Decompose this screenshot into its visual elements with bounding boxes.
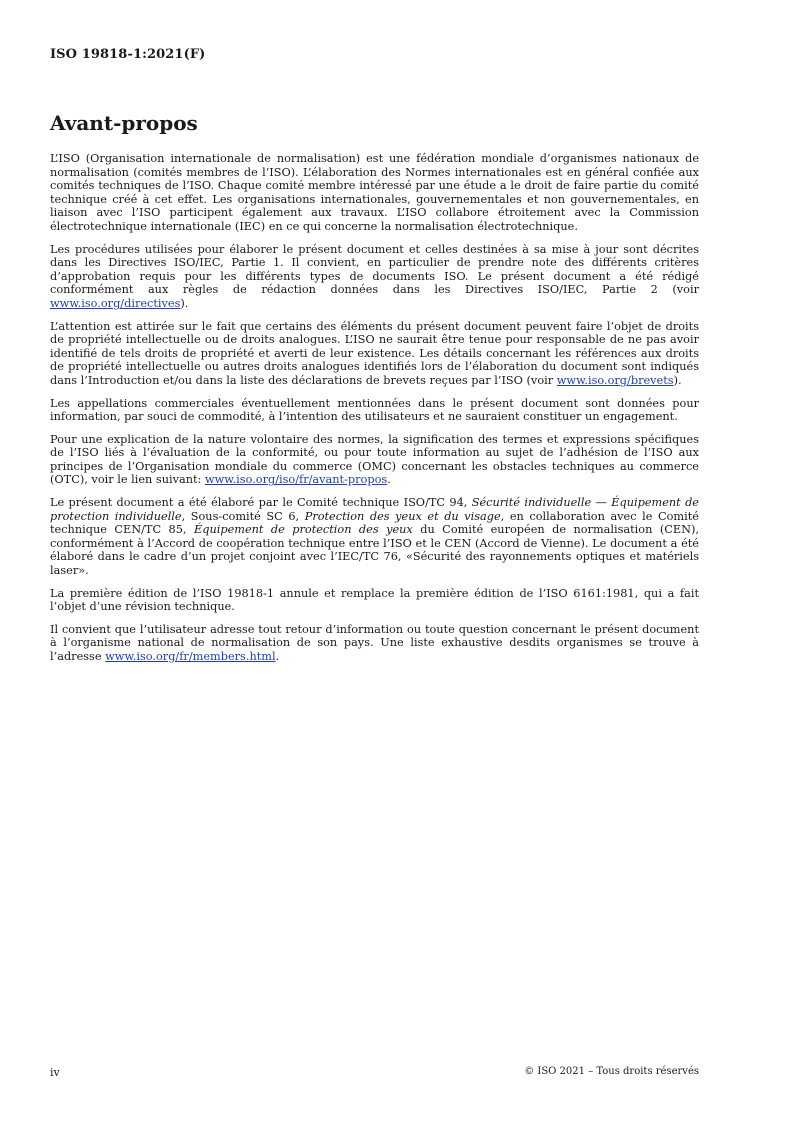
members-link[interactable]: www.iso.org/fr/members.html: [105, 650, 276, 663]
paragraph-procedures: [50, 243, 699, 311]
copyright-notice: © ISO 2021 – Tous droits réservés: [524, 1066, 699, 1077]
paragraph-feedback: [50, 623, 699, 664]
paragraph-edition: [50, 587, 699, 614]
foreword-link[interactable]: www.iso.org/iso/fr/avant-propos: [204, 473, 388, 487]
committee-title-italic: Sécurité individuelle — Équipement de protection individuelle: [50, 496, 699, 523]
paragraph-text-end: .: [387, 473, 391, 487]
paragraph-text: du Comité européen de normalisation (CEN), conformément à l’Accord de coopération technique entre l’ISO et le CEN (Accord de Vienne). Le document a été élaboré dans le cadre d’un projet conjoint avec l’IEC/TC 76, «Sécurité des rayonnements optiques et matériels laser».: [50, 523, 699, 578]
paragraph-text: Les appellations commerciales éventuellement mentionnées dans le présent document sont données pour information, par souci de commodité, à l’intention des utilisateurs et ne sauraient constituer un engagement.: [50, 396, 699, 424]
paragraph-iso-organisation: [50, 152, 699, 234]
paragraph-trade-names: [50, 397, 699, 424]
subcommittee-title-italic: Protection des yeux et du visage: [304, 509, 501, 523]
paragraph-text: L’attention est attirée sur le fait que certains des éléments du présent document peuvent faire l’objet de droits de propriété intellectuelle ou de droits analogues. L’ISO ne saurait être tenue pour responsable de ne pas avoir identifié de tels droits de propriété et averti de leur existence. Les détails concernant les références aux droits de propriété intellectuelle ou autres droits analogues identifiés lors de l’élaboration du document sont indiqués dans l’Introduction et/ou dans la liste des déclarations de brevets reçues par l’ISO (voir: [50, 319, 699, 387]
patents-link[interactable]: www.iso.org/brevets: [556, 373, 674, 387]
document-body: [50, 152, 699, 673]
paragraph-text-end: .: [275, 650, 280, 663]
document-id-header: ISO 19818-1:2021(F): [50, 47, 206, 62]
paragraph-voluntary-standards: [50, 433, 699, 487]
paragraph-text: , en collaboration avec le Comité technique CEN/TC 85,: [50, 509, 699, 537]
paragraph-text: L’ISO (Organisation internationale de normalisation) est une fédération mondiale d’organismes nationaux de normalisation (comités membres de l’ISO). L’élaboration des Normes internationales est en général confiée aux comités techniques de l’ISO. Chaque comité membre intéressé par une étude a le droit de faire partie du comité technique créé à cet effet. Les organisations internationales, gouvernementales et non gouvernementales, en liaison avec l’ISO participent également aux travaux. L’ISO collabore étroitement avec la Commission électrotechnique internationale (IEC) en ce qui concerne la normalisation électrotechnique.: [50, 152, 699, 233]
paragraph-text: Le présent document a été élaboré par le Comité technique ISO/TC 94,: [50, 496, 472, 510]
paragraph-text: , Sous-comité SC 6,: [181, 509, 305, 523]
page-title: Avant-propos: [50, 111, 198, 135]
cen-committee-title-italic: Équipement de protection des yeux: [193, 523, 413, 537]
paragraph-text: Les procédures utilisées pour élaborer le présent document et celles destinées à sa mise à jour sont décrites dans les Directives ISO/IEC, Partie 1. Il convient, en particulier de prendre note des différents critères d’approbation requis pour les différents types de documents ISO. Le présent document a été rédigé conformément aux règles de rédaction données dans les Directives ISO/IEC, Partie 2 (voir: [50, 242, 699, 297]
paragraph-text: Pour une explication de la nature volontaire des normes, la signification des termes et expressions spécifiques de l’ISO liés à l’évaluation de la conformité, ou pour toute information au sujet de l’adhésion de l’ISO aux principes de l’Organisation mondiale du commerce (OMC) concernant les obstacles techniques au commerce (OTC), voir le lien suivant:: [50, 432, 699, 487]
paragraph-committee: [50, 496, 699, 578]
paragraph-text-end: ).: [673, 373, 682, 387]
paragraph-text-end: ).: [180, 296, 189, 310]
directives-link[interactable]: www.iso.org/directives: [50, 296, 181, 310]
paragraph-text: La première édition de l’ISO 19818-1 annule et remplace la première édition de l’ISO 6161:1981, qui a fait l’objet d’une révision technique.: [50, 586, 699, 614]
paragraph-patent-rights: [50, 320, 699, 388]
paragraph-text: Il convient que l’utilisateur adresse tout retour d’information ou toute question concernant le présent document à l’organisme national de normalisation de son pays. Une liste exhaustive desdits organismes se trouve à l’adresse: [50, 622, 699, 663]
page-number: iv: [50, 1066, 60, 1079]
